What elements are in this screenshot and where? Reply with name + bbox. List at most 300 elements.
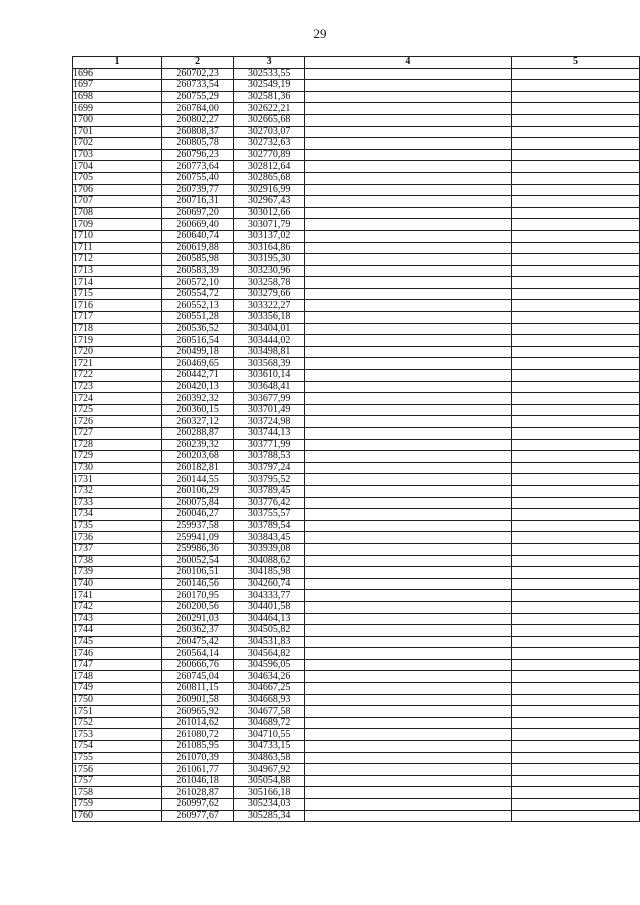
coordinate-x-cell: 260420,13 (161, 381, 233, 393)
point-number-cell: 1746 (73, 648, 162, 660)
point-number-cell: 1733 (73, 497, 162, 509)
coordinate-y-cell: 304464,13 (234, 613, 305, 625)
column-4-cell (304, 497, 511, 509)
point-number-cell: 1699 (73, 103, 162, 115)
column-5-cell (511, 138, 639, 150)
column-4-cell (304, 230, 511, 242)
column-4-cell (304, 416, 511, 428)
coordinate-y-cell: 303258,78 (234, 277, 305, 289)
coordinate-y-cell: 302865,68 (234, 172, 305, 184)
coordinate-y-cell: 304634,26 (234, 671, 305, 683)
table-row (73, 335, 640, 347)
coordinate-x-cell: 260146,56 (161, 578, 233, 590)
table-row (73, 474, 640, 486)
column-5-cell (511, 103, 639, 115)
column-4-cell (304, 138, 511, 150)
coordinate-y-cell: 304401,58 (234, 601, 305, 613)
table-row (73, 126, 640, 138)
point-number-cell: 1710 (73, 230, 162, 242)
point-number-cell: 1758 (73, 787, 162, 799)
coordinate-y-cell: 302549,19 (234, 80, 305, 92)
coordinate-x-cell: 260583,39 (161, 265, 233, 277)
table-row (73, 184, 640, 196)
table-row (73, 404, 640, 416)
point-number-cell: 1700 (73, 114, 162, 126)
column-5-cell (511, 428, 639, 440)
table-row (73, 103, 640, 115)
coordinate-y-cell: 303843,45 (234, 532, 305, 544)
coordinate-x-cell: 261028,87 (161, 787, 233, 799)
point-number-cell: 1705 (73, 172, 162, 184)
column-4-cell (304, 288, 511, 300)
table-row (73, 288, 640, 300)
table-row (73, 219, 640, 231)
column-5-cell (511, 451, 639, 463)
coordinate-x-cell: 260239,32 (161, 439, 233, 451)
coordinate-y-cell: 303789,54 (234, 520, 305, 532)
coordinate-x-cell: 260619,88 (161, 242, 233, 254)
table-row (73, 485, 640, 497)
column-header-1: 1 (73, 57, 162, 69)
column-5-cell (511, 404, 639, 416)
column-5-cell (511, 300, 639, 312)
column-5-cell (511, 729, 639, 741)
column-5-cell (511, 683, 639, 695)
table-row (73, 706, 640, 718)
column-5-cell (511, 543, 639, 555)
column-4-cell (304, 567, 511, 579)
table-row (73, 312, 640, 324)
coordinate-x-cell: 260805,78 (161, 138, 233, 150)
table-row (73, 578, 640, 590)
coordinate-y-cell: 303797,24 (234, 462, 305, 474)
coordinate-y-cell: 304185,98 (234, 567, 305, 579)
column-4-cell (304, 764, 511, 776)
table-row (73, 625, 640, 637)
point-number-cell: 1711 (73, 242, 162, 254)
column-4-cell (304, 601, 511, 613)
table-row (73, 462, 640, 474)
coordinate-x-cell: 260106,51 (161, 567, 233, 579)
column-4-cell (304, 346, 511, 358)
point-number-cell: 1708 (73, 207, 162, 219)
column-5-cell (511, 741, 639, 753)
coordinate-y-cell: 305234,03 (234, 799, 305, 811)
column-4-cell (304, 114, 511, 126)
table-row (73, 613, 640, 625)
coordinate-x-cell: 259937,58 (161, 520, 233, 532)
coordinate-y-cell: 303724,98 (234, 416, 305, 428)
table-row (73, 694, 640, 706)
point-number-cell: 1725 (73, 404, 162, 416)
column-5-cell (511, 578, 639, 590)
column-4-cell (304, 636, 511, 648)
column-4-cell (304, 300, 511, 312)
coordinate-x-cell: 260144,55 (161, 474, 233, 486)
coordinate-x-cell: 260106,29 (161, 485, 233, 497)
table-row (73, 254, 640, 266)
point-number-cell: 1722 (73, 370, 162, 382)
coordinate-x-cell: 260585,98 (161, 254, 233, 266)
column-4-cell (304, 729, 511, 741)
coordinate-y-cell: 303795,52 (234, 474, 305, 486)
coordinate-x-cell: 260755,40 (161, 172, 233, 184)
coordinate-x-cell: 260796,23 (161, 149, 233, 161)
coordinate-y-cell: 303444,02 (234, 335, 305, 347)
coordinate-x-cell: 260327,12 (161, 416, 233, 428)
coordinate-x-cell: 261014,62 (161, 717, 233, 729)
column-4-cell (304, 172, 511, 184)
coordinate-x-cell: 259986,36 (161, 543, 233, 555)
coordinate-y-cell: 302732,63 (234, 138, 305, 150)
point-number-cell: 1726 (73, 416, 162, 428)
table-row (73, 636, 640, 648)
table-row (73, 358, 640, 370)
table-row (73, 601, 640, 613)
table-row (73, 717, 640, 729)
column-5-cell (511, 114, 639, 126)
table-row (73, 497, 640, 509)
coordinate-y-cell: 303404,01 (234, 323, 305, 335)
coordinate-x-cell: 260469,65 (161, 358, 233, 370)
column-4-cell (304, 543, 511, 555)
table-row (73, 265, 640, 277)
coordinate-y-cell: 303322,27 (234, 300, 305, 312)
coordinate-x-cell: 260808,37 (161, 126, 233, 138)
point-number-cell: 1754 (73, 741, 162, 753)
column-4-cell (304, 254, 511, 266)
column-5-cell (511, 439, 639, 451)
column-4-cell (304, 775, 511, 787)
point-number-cell: 1714 (73, 277, 162, 289)
coordinate-y-cell: 304531,83 (234, 636, 305, 648)
column-5-cell (511, 520, 639, 532)
point-number-cell: 1724 (73, 393, 162, 405)
point-number-cell: 1698 (73, 91, 162, 103)
coordinate-y-cell: 303755,57 (234, 509, 305, 521)
table-row (73, 172, 640, 184)
column-5-cell (511, 497, 639, 509)
coordinate-x-cell: 260516,54 (161, 335, 233, 347)
coordinate-y-cell: 304564,82 (234, 648, 305, 660)
point-number-cell: 1715 (73, 288, 162, 300)
coordinate-x-cell: 260200,56 (161, 601, 233, 613)
column-4-cell (304, 404, 511, 416)
table-row (73, 775, 640, 787)
column-4-cell (304, 439, 511, 451)
point-number-cell: 1760 (73, 810, 162, 822)
column-4-cell (304, 810, 511, 822)
column-5-cell (511, 764, 639, 776)
coordinate-y-cell: 304088,62 (234, 555, 305, 567)
column-4-cell (304, 161, 511, 173)
point-number-cell: 1721 (73, 358, 162, 370)
column-5-cell (511, 161, 639, 173)
table-row (73, 138, 640, 150)
coordinate-x-cell: 260552,13 (161, 300, 233, 312)
coordinate-y-cell: 302703,07 (234, 126, 305, 138)
table-row (73, 300, 640, 312)
column-header-2: 2 (161, 57, 233, 69)
coordinate-y-cell: 302916,99 (234, 184, 305, 196)
coordinate-y-cell: 305054,88 (234, 775, 305, 787)
column-4-cell (304, 706, 511, 718)
coordinate-x-cell: 260564,14 (161, 648, 233, 660)
coordinate-x-cell: 260666,76 (161, 659, 233, 671)
column-5-cell (511, 671, 639, 683)
table-row (73, 416, 640, 428)
column-5-cell (511, 381, 639, 393)
coordinate-x-cell: 260551,28 (161, 312, 233, 324)
column-5-cell (511, 335, 639, 347)
column-5-cell (511, 810, 639, 822)
coordinate-y-cell: 303648,41 (234, 381, 305, 393)
column-4-cell (304, 184, 511, 196)
column-5-cell (511, 184, 639, 196)
column-5-cell (511, 717, 639, 729)
column-4-cell (304, 532, 511, 544)
column-5-cell (511, 126, 639, 138)
point-number-cell: 1743 (73, 613, 162, 625)
column-4-cell (304, 242, 511, 254)
coordinate-y-cell: 305285,34 (234, 810, 305, 822)
coordinate-y-cell: 304505,82 (234, 625, 305, 637)
coordinate-x-cell: 260755,29 (161, 91, 233, 103)
column-4-cell (304, 659, 511, 671)
table-row (73, 451, 640, 463)
coordinate-y-cell: 302665,68 (234, 114, 305, 126)
coordinate-y-cell: 303610,14 (234, 370, 305, 382)
table-row (73, 509, 640, 521)
column-5-cell (511, 207, 639, 219)
coordinate-x-cell: 260554,72 (161, 288, 233, 300)
coordinate-y-cell: 304710,55 (234, 729, 305, 741)
coordinate-y-cell: 304260,74 (234, 578, 305, 590)
column-4-cell (304, 428, 511, 440)
point-number-cell: 1755 (73, 752, 162, 764)
table-row (73, 648, 640, 660)
column-5-cell (511, 91, 639, 103)
coordinate-y-cell: 303776,42 (234, 497, 305, 509)
coordinate-x-cell: 260572,10 (161, 277, 233, 289)
column-4-cell (304, 717, 511, 729)
column-5-cell (511, 288, 639, 300)
point-number-cell: 1709 (73, 219, 162, 231)
column-5-cell (511, 601, 639, 613)
column-4-cell (304, 613, 511, 625)
column-header-5: 5 (511, 57, 639, 69)
column-5-cell (511, 416, 639, 428)
point-number-cell: 1706 (73, 184, 162, 196)
column-4-cell (304, 207, 511, 219)
column-5-cell (511, 636, 639, 648)
table-row (73, 683, 640, 695)
table-row (73, 520, 640, 532)
point-number-cell: 1723 (73, 381, 162, 393)
coordinate-x-cell: 260997,62 (161, 799, 233, 811)
column-5-cell (511, 509, 639, 521)
point-number-cell: 1738 (73, 555, 162, 567)
coordinate-y-cell: 304967,92 (234, 764, 305, 776)
column-5-cell (511, 149, 639, 161)
point-number-cell: 1734 (73, 509, 162, 521)
coordinate-x-cell: 261046,18 (161, 775, 233, 787)
table-row (73, 729, 640, 741)
table-row (73, 346, 640, 358)
column-4-cell (304, 80, 511, 92)
coordinate-x-cell: 260697,20 (161, 207, 233, 219)
table-row (73, 370, 640, 382)
table-row (73, 659, 640, 671)
point-number-cell: 1748 (73, 671, 162, 683)
coordinate-y-cell: 302770,89 (234, 149, 305, 161)
column-5-cell (511, 254, 639, 266)
point-number-cell: 1719 (73, 335, 162, 347)
table-header-row (73, 57, 640, 69)
point-number-cell: 1697 (73, 80, 162, 92)
point-number-cell: 1751 (73, 706, 162, 718)
column-5-cell (511, 625, 639, 637)
coordinate-y-cell: 302812,64 (234, 161, 305, 173)
coordinate-x-cell: 260716,31 (161, 196, 233, 208)
coordinate-y-cell: 304733,15 (234, 741, 305, 753)
column-4-cell (304, 335, 511, 347)
table-row (73, 230, 640, 242)
coordinate-y-cell: 303071,79 (234, 219, 305, 231)
coordinate-x-cell: 260046,27 (161, 509, 233, 521)
coordinate-x-cell: 260075,84 (161, 497, 233, 509)
coordinate-x-cell: 260203,68 (161, 451, 233, 463)
column-4-cell (304, 625, 511, 637)
column-5-cell (511, 648, 639, 660)
column-5-cell (511, 462, 639, 474)
coordinate-x-cell: 260392,32 (161, 393, 233, 405)
coordinate-x-cell: 260288,87 (161, 428, 233, 440)
table-row (73, 532, 640, 544)
coordinate-y-cell: 305166,18 (234, 787, 305, 799)
column-4-cell (304, 462, 511, 474)
column-4-cell (304, 370, 511, 382)
coordinate-x-cell: 260499,18 (161, 346, 233, 358)
coordinate-x-cell: 261080,72 (161, 729, 233, 741)
column-4-cell (304, 312, 511, 324)
coordinate-y-cell: 302622,21 (234, 103, 305, 115)
column-header-4: 4 (304, 57, 511, 69)
column-5-cell (511, 485, 639, 497)
table-row (73, 555, 640, 567)
column-5-cell (511, 787, 639, 799)
column-5-cell (511, 196, 639, 208)
table-row (73, 799, 640, 811)
table-row (73, 277, 640, 289)
column-5-cell (511, 346, 639, 358)
point-number-cell: 1730 (73, 462, 162, 474)
coordinate-x-cell: 260362,37 (161, 625, 233, 637)
column-4-cell (304, 509, 511, 521)
column-4-cell (304, 799, 511, 811)
coordinate-x-cell: 260739,77 (161, 184, 233, 196)
column-5-cell (511, 659, 639, 671)
coordinate-x-cell: 260802,27 (161, 114, 233, 126)
coordinate-y-cell: 303279,66 (234, 288, 305, 300)
column-4-cell (304, 358, 511, 370)
table-row (73, 764, 640, 776)
column-4-cell (304, 752, 511, 764)
coordinate-y-cell: 303137,02 (234, 230, 305, 242)
table-row (73, 567, 640, 579)
column-5-cell (511, 219, 639, 231)
point-number-cell: 1741 (73, 590, 162, 602)
point-number-cell: 1752 (73, 717, 162, 729)
table-row (73, 91, 640, 103)
point-number-cell: 1707 (73, 196, 162, 208)
column-5-cell (511, 775, 639, 787)
column-5-cell (511, 393, 639, 405)
table-row (73, 149, 640, 161)
coordinate-y-cell: 303230,96 (234, 265, 305, 277)
point-number-cell: 1750 (73, 694, 162, 706)
table-row (73, 68, 640, 80)
coordinate-y-cell: 303356,18 (234, 312, 305, 324)
column-5-cell (511, 358, 639, 370)
coordinate-y-cell: 304333,77 (234, 590, 305, 602)
coordinate-y-cell: 303701,49 (234, 404, 305, 416)
coordinate-y-cell: 303788,53 (234, 451, 305, 463)
coordinate-y-cell: 303012,66 (234, 207, 305, 219)
table-row (73, 428, 640, 440)
point-number-cell: 1759 (73, 799, 162, 811)
column-4-cell (304, 590, 511, 602)
column-header-3: 3 (234, 57, 305, 69)
coordinate-x-cell: 260536,52 (161, 323, 233, 335)
table-row (73, 439, 640, 451)
coordinate-y-cell: 303677,99 (234, 393, 305, 405)
column-5-cell (511, 752, 639, 764)
table-row (73, 114, 640, 126)
point-number-cell: 1756 (73, 764, 162, 776)
coordinate-y-cell: 303164,86 (234, 242, 305, 254)
point-number-cell: 1745 (73, 636, 162, 648)
coordinates-table (72, 56, 640, 822)
coordinate-x-cell: 260182,81 (161, 462, 233, 474)
column-4-cell (304, 219, 511, 231)
coordinate-x-cell: 260773,64 (161, 161, 233, 173)
coordinate-x-cell: 260784,00 (161, 103, 233, 115)
coordinate-x-cell: 260640,74 (161, 230, 233, 242)
column-5-cell (511, 277, 639, 289)
coordinate-y-cell: 304668,93 (234, 694, 305, 706)
column-5-cell (511, 242, 639, 254)
column-5-cell (511, 172, 639, 184)
point-number-cell: 1749 (73, 683, 162, 695)
column-4-cell (304, 474, 511, 486)
coordinate-y-cell: 304667,25 (234, 683, 305, 695)
point-number-cell: 1731 (73, 474, 162, 486)
coordinate-y-cell: 304596,05 (234, 659, 305, 671)
column-4-cell (304, 485, 511, 497)
column-5-cell (511, 80, 639, 92)
coordinate-x-cell: 260965,92 (161, 706, 233, 718)
coordinate-x-cell: 259941,09 (161, 532, 233, 544)
point-number-cell: 1696 (73, 68, 162, 80)
point-number-cell: 1757 (73, 775, 162, 787)
coordinate-y-cell: 302533,55 (234, 68, 305, 80)
column-5-cell (511, 230, 639, 242)
point-number-cell: 1713 (73, 265, 162, 277)
column-4-cell (304, 103, 511, 115)
table-row (73, 207, 640, 219)
coordinate-y-cell: 304677,58 (234, 706, 305, 718)
